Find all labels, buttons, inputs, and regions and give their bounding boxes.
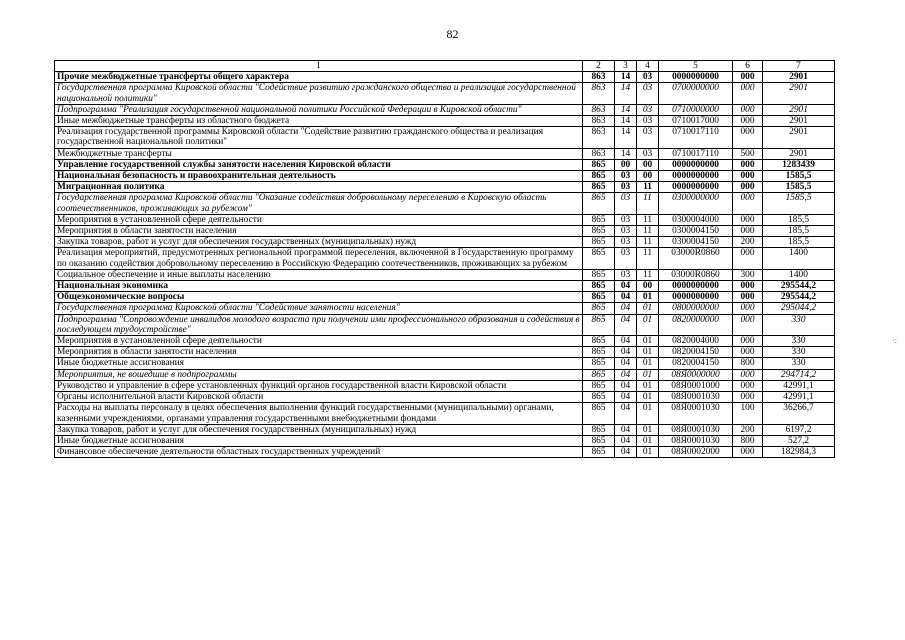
table-row (55, 148, 835, 159)
target-article: 0800000000 (659, 303, 733, 314)
admin-code: 865 (583, 159, 615, 170)
amount: 330 (763, 336, 835, 347)
target-article: 0300004150 (659, 237, 733, 248)
subsection-code: 00 (637, 171, 659, 182)
row-name: Прочие межбюджетные трансферты общего характера (55, 72, 583, 83)
row-name: Мероприятия в области занятости населения (55, 226, 583, 237)
amount: 1400 (763, 269, 835, 280)
target-article: 08Я0001000 (659, 380, 733, 391)
page-number: 82 (446, 27, 459, 41)
section-code: 04 (615, 403, 637, 424)
table-row (55, 116, 835, 127)
subsection-code: 03 (637, 127, 659, 148)
target-article: 0820000000 (659, 314, 733, 335)
admin-code: 865 (583, 314, 615, 335)
table-row (55, 281, 835, 292)
admin-code: 865 (583, 171, 615, 182)
target-article: 0000000000 (659, 281, 733, 292)
expense-type: 000 (733, 303, 763, 314)
amount: 42991,1 (763, 392, 835, 403)
section-code: 04 (615, 380, 637, 391)
expense-type: 000 (733, 127, 763, 148)
row-name: Иные бюджетные ассигнования (55, 435, 583, 446)
expense-type: 000 (733, 447, 763, 458)
expense-type: 000 (733, 281, 763, 292)
target-article: 0820004150 (659, 347, 733, 358)
amount: 2901 (763, 127, 835, 148)
table-row (55, 182, 835, 193)
amount: 294714,2 (763, 369, 835, 380)
amount: 2901 (763, 148, 835, 159)
target-article: 0000000000 (659, 159, 733, 170)
admin-code: 865 (583, 182, 615, 193)
expense-type: 500 (733, 148, 763, 159)
section-code: 03 (615, 171, 637, 182)
row-name: Иные бюджетные ассигнования (55, 358, 583, 369)
subsection-code: 03 (637, 116, 659, 127)
expense-type: 000 (733, 292, 763, 303)
target-article: 0710017000 (659, 116, 733, 127)
table-row (55, 314, 835, 335)
section-code: 03 (615, 269, 637, 280)
admin-code: 865 (583, 369, 615, 380)
table-row (55, 193, 835, 214)
subsection-code: 03 (637, 83, 659, 104)
section-code: 14 (615, 116, 637, 127)
target-article: 08Я0001030 (659, 403, 733, 424)
subsection-code: 11 (637, 269, 659, 280)
table-row (55, 380, 835, 391)
table-row (55, 347, 835, 358)
subsection-code: 00 (637, 159, 659, 170)
target-article: 0820004000 (659, 336, 733, 347)
section-code: 00 (615, 159, 637, 170)
expense-type: 000 (733, 347, 763, 358)
amount: 330 (763, 347, 835, 358)
table-row (55, 269, 835, 280)
table-row (55, 358, 835, 369)
row-name: Общеэкономические вопросы (55, 292, 583, 303)
section-code: 04 (615, 336, 637, 347)
expense-type: 100 (733, 403, 763, 424)
section-code: 14 (615, 127, 637, 148)
expense-type: 200 (733, 237, 763, 248)
row-name: Мероприятия в области занятости населения (55, 347, 583, 358)
target-article: 0300000000 (659, 193, 733, 214)
subsection-code: 01 (637, 303, 659, 314)
target-article: 0000000000 (659, 182, 733, 193)
amount: 295544,2 (763, 281, 835, 292)
amount: 1585,5 (763, 171, 835, 182)
admin-code: 865 (583, 435, 615, 446)
table-row (55, 159, 835, 170)
row-name: Реализация государственной программы Кировской области "Содействие развитию гражданского общества и реализация государственной национальной политики" (55, 127, 583, 148)
admin-code: 865 (583, 403, 615, 424)
amount: 295044,2 (763, 303, 835, 314)
table-row (55, 226, 835, 237)
target-article: 0000000000 (659, 72, 733, 83)
section-code: 03 (615, 214, 637, 225)
table-row (55, 214, 835, 225)
admin-code: 865 (583, 214, 615, 225)
subsection-code: 01 (637, 358, 659, 369)
section-code: 14 (615, 148, 637, 159)
section-code: 03 (615, 237, 637, 248)
table-row (55, 171, 835, 182)
row-name: Государственная программа Кировской области "Содействие занятости населения" (55, 303, 583, 314)
subsection-code: 01 (637, 435, 659, 446)
column-header: 2 (583, 61, 615, 72)
target-article: 0700000000 (659, 83, 733, 104)
table-row (55, 83, 835, 104)
amount: 330 (763, 314, 835, 335)
target-article: 0000000000 (659, 292, 733, 303)
row-name: Мероприятия, не вошедшие в подпрограммы (55, 369, 583, 380)
expense-type: 000 (733, 104, 763, 115)
expense-type: 000 (733, 83, 763, 104)
table-row (55, 403, 835, 424)
subsection-code: 01 (637, 447, 659, 458)
amount: 527,2 (763, 435, 835, 446)
table-row (55, 292, 835, 303)
expense-type: 300 (733, 269, 763, 280)
row-name: Иные межбюджетные трансферты из областного бюджета (55, 116, 583, 127)
expense-type: 000 (733, 248, 763, 269)
expense-type: 000 (733, 314, 763, 335)
subsection-code: 11 (637, 226, 659, 237)
subsection-code: 01 (637, 336, 659, 347)
section-code: 04 (615, 369, 637, 380)
expense-type: 000 (733, 193, 763, 214)
column-header: 4 (637, 61, 659, 72)
column-header: 7 (763, 61, 835, 72)
section-code: 03 (615, 248, 637, 269)
section-code: 14 (615, 104, 637, 115)
section-code: 03 (615, 193, 637, 214)
table-row (55, 237, 835, 248)
target-article: 08Я0002000 (659, 447, 733, 458)
section-code: 04 (615, 435, 637, 446)
row-name: Мероприятия в установленной сфере деятельности (55, 336, 583, 347)
admin-code: 863 (583, 127, 615, 148)
target-article: 08Я0001030 (659, 392, 733, 403)
amount: 1585,5 (763, 193, 835, 214)
row-name: Миграционная политика (55, 182, 583, 193)
row-name: Межбюджетные трансферты (55, 148, 583, 159)
admin-code: 865 (583, 193, 615, 214)
subsection-code: 01 (637, 347, 659, 358)
amount: 2901 (763, 104, 835, 115)
section-code: 04 (615, 392, 637, 403)
expense-type: 000 (733, 171, 763, 182)
amount: 36266,7 (763, 403, 835, 424)
amount: 185,5 (763, 214, 835, 225)
admin-code: 865 (583, 424, 615, 435)
admin-code: 865 (583, 226, 615, 237)
admin-code: 865 (583, 358, 615, 369)
row-name: Подпрограмма "Сопровождение инвалидов молодого возраста при получении ими профессионального образования и содействия в последующем трудоустройстве" (55, 314, 583, 335)
amount: 2901 (763, 116, 835, 127)
admin-code: 865 (583, 269, 615, 280)
row-name: Государственная программа Кировской области "Оказание содействия добровольному переселению в Кировскую область соотечественников, проживающих за рубежом" (55, 193, 583, 214)
expense-type: 000 (733, 182, 763, 193)
expense-type: 000 (733, 116, 763, 127)
section-code: 04 (615, 347, 637, 358)
admin-code: 865 (583, 303, 615, 314)
amount: 182984,3 (763, 447, 835, 458)
target-article: 0820004150 (659, 358, 733, 369)
section-code: 04 (615, 292, 637, 303)
table-row (55, 72, 835, 83)
margin-mark: ·: (892, 336, 897, 345)
amount: 42991,1 (763, 380, 835, 391)
target-article: 0710017110 (659, 127, 733, 148)
section-code: 03 (615, 226, 637, 237)
section-code: 04 (615, 358, 637, 369)
target-article: 0300004000 (659, 214, 733, 225)
subsection-code: 11 (637, 193, 659, 214)
column-header: 5 (659, 61, 733, 72)
admin-code: 865 (583, 447, 615, 458)
section-code: 04 (615, 281, 637, 292)
section-code: 04 (615, 314, 637, 335)
admin-code: 863 (583, 104, 615, 115)
budget-table (54, 60, 835, 458)
target-article: 03000R0860 (659, 269, 733, 280)
row-name: Национальная безопасность и правоохранительная деятельность (55, 171, 583, 182)
target-article: 0000000000 (659, 171, 733, 182)
admin-code: 863 (583, 148, 615, 159)
amount: 2901 (763, 72, 835, 83)
expense-type: 000 (733, 380, 763, 391)
row-name: Органы исполнительной власти Кировской области (55, 392, 583, 403)
expense-type: 000 (733, 226, 763, 237)
table-row (55, 392, 835, 403)
row-name: Социальное обеспечение и иные выплаты населению (55, 269, 583, 280)
row-name: Подпрограмма "Реализация государственной национальной политики Российской Федерации в Кировской области" (55, 104, 583, 115)
expense-type: 000 (733, 369, 763, 380)
row-name: Реализация мероприятий, предусмотренных региональной программой переселения, включенной в Государственную программу по оказанию содействия добровольному переселению в Российскую Федерацию соотечественников, проживающих за рубежом (55, 248, 583, 269)
section-code: 04 (615, 424, 637, 435)
table-row (55, 248, 835, 269)
admin-code: 865 (583, 347, 615, 358)
expense-type: 200 (733, 424, 763, 435)
admin-code: 865 (583, 292, 615, 303)
table-row (55, 435, 835, 446)
table-row (55, 104, 835, 115)
admin-code: 865 (583, 281, 615, 292)
table-row (55, 369, 835, 380)
column-header: 3 (615, 61, 637, 72)
section-code: 14 (615, 72, 637, 83)
amount: 295544,2 (763, 292, 835, 303)
expense-type: 800 (733, 435, 763, 446)
expense-type: 000 (733, 159, 763, 170)
amount: 1585,5 (763, 182, 835, 193)
section-code: 14 (615, 83, 637, 104)
section-code: 04 (615, 447, 637, 458)
subsection-code: 01 (637, 369, 659, 380)
subsection-code: 00 (637, 281, 659, 292)
subsection-code: 01 (637, 424, 659, 435)
subsection-code: 01 (637, 380, 659, 391)
amount: 2901 (763, 83, 835, 104)
table-row (55, 424, 835, 435)
row-name: Управление государственной службы занятости населения Кировской области (55, 159, 583, 170)
subsection-code: 01 (637, 403, 659, 424)
expense-type: 000 (733, 214, 763, 225)
amount: 330 (763, 358, 835, 369)
admin-code: 863 (583, 116, 615, 127)
subsection-code: 11 (637, 237, 659, 248)
row-name: Закупка товаров, работ и услуг для обеспечения государственных (муниципальных) нужд (55, 424, 583, 435)
row-name: Финансовое обеспечение деятельности областных государственных учреждений (55, 447, 583, 458)
subsection-code: 03 (637, 72, 659, 83)
table-row (55, 447, 835, 458)
target-article: 08Я0001030 (659, 424, 733, 435)
target-article: 0710000000 (659, 104, 733, 115)
subsection-code: 11 (637, 214, 659, 225)
expense-type: 000 (733, 336, 763, 347)
row-name: Национальная экономика (55, 281, 583, 292)
amount: 1400 (763, 248, 835, 269)
subsection-code: 01 (637, 292, 659, 303)
target-article: 0300004150 (659, 226, 733, 237)
admin-code: 865 (583, 380, 615, 391)
section-code: 04 (615, 303, 637, 314)
table-row (55, 303, 835, 314)
amount: 6197,2 (763, 424, 835, 435)
amount: 1283439 (763, 159, 835, 170)
subsection-code: 03 (637, 148, 659, 159)
row-name: Расходы на выплаты персоналу в целях обеспечения выполнения функций государственными (муниципальными) органами, казенными учреждениями, органами управления государственными внебюджетными фондами (55, 403, 583, 424)
row-name: Государственная программа Кировской области "Содействие развитию гражданского общества и реализация государственной национальной политики" (55, 83, 583, 104)
subsection-code: 01 (637, 392, 659, 403)
expense-type: 800 (733, 358, 763, 369)
subsection-code: 03 (637, 104, 659, 115)
target-article: 08Я0000000 (659, 369, 733, 380)
table-header-row (55, 61, 835, 72)
table-row (55, 336, 835, 347)
row-name: Мероприятия в установленной сфере деятельности (55, 214, 583, 225)
admin-code: 863 (583, 72, 615, 83)
admin-code: 865 (583, 237, 615, 248)
admin-code: 865 (583, 392, 615, 403)
admin-code: 865 (583, 248, 615, 269)
row-name: Руководство и управление в сфере установленных функций органов государственной власти Кировской области (55, 380, 583, 391)
expense-type: 000 (733, 72, 763, 83)
subsection-code: 01 (637, 314, 659, 335)
admin-code: 865 (583, 336, 615, 347)
row-name: Закупка товаров, работ и услуг для обеспечения государственных (муниципальных) нужд (55, 237, 583, 248)
admin-code: 863 (583, 83, 615, 104)
expense-type: 000 (733, 392, 763, 403)
target-article: 08Я0001030 (659, 435, 733, 446)
column-header: 1 (55, 61, 583, 72)
target-article: 0710017110 (659, 148, 733, 159)
amount: 185,5 (763, 237, 835, 248)
subsection-code: 11 (637, 182, 659, 193)
target-article: 03000R0860 (659, 248, 733, 269)
column-header: 6 (733, 61, 763, 72)
amount: 185,5 (763, 226, 835, 237)
section-code: 03 (615, 182, 637, 193)
table-row (55, 127, 835, 148)
subsection-code: 11 (637, 248, 659, 269)
